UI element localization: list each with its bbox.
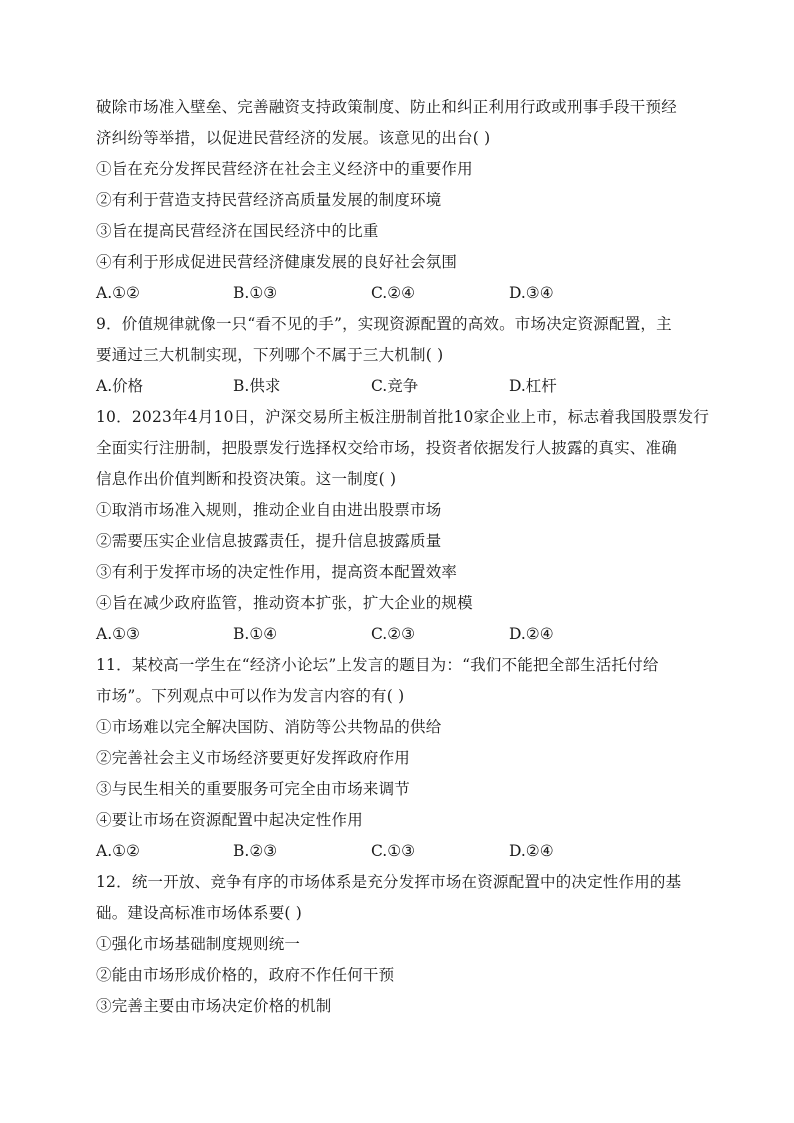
option-b: B.供求 xyxy=(233,377,281,395)
statement: ④旨在减少政府监管，推动资本扩张，扩大企业的规模 xyxy=(96,594,473,612)
question-text-line: 全面实行注册制，把股票发行选择权交给市场，投资者依据发行人披露的真实、准确 xyxy=(96,439,677,457)
question-text-line: 10．2023年4月10日，沪深交易所主板注册制首批10家企业上市，标志着我国股票发行 xyxy=(96,408,710,426)
document-page xyxy=(96,92,716,1022)
statement: ①市场难以完全解决国防、消防等公共物品的供给 xyxy=(96,718,442,736)
option-a: A.价格 xyxy=(96,377,144,395)
option-d: D.②④ xyxy=(509,625,554,643)
statement: ④有利于形成促进民营经济健康发展的良好社会氛围 xyxy=(96,253,458,271)
statement: ③旨在提高民营经济在国民经济中的比重 xyxy=(96,222,379,240)
option-b: B.①④ xyxy=(233,625,278,643)
question-text-line: 破除市场准入壁垒、完善融资支持政策制度、防止和纠正利用行政或刑事手段干预经 xyxy=(96,98,677,116)
question-text-line: 9．价值规律就像一只“看不见的手”，实现资源配置的高效。市场决定资源配置，主 xyxy=(96,315,672,333)
option-d: D.②④ xyxy=(509,842,554,860)
question-text-line: 济纠纷等举措，以促进民营经济的发展。该意见的出台( ) xyxy=(96,129,491,147)
option-d: D.③④ xyxy=(509,284,554,302)
question-11 xyxy=(96,650,716,867)
option-a: A.①② xyxy=(96,842,140,860)
statement: ②能由市场形成价格的，政府不作任何干预 xyxy=(96,966,395,984)
question-9 xyxy=(96,309,716,402)
answer-options xyxy=(96,836,716,867)
statement: ④要让市场在资源配置中起决定性作用 xyxy=(96,811,363,829)
statement: ①取消市场准入规则，推动企业自由进出股票市场 xyxy=(96,501,442,519)
statement: ②有利于营造支持民营经济高质量发展的制度环境 xyxy=(96,191,442,209)
question-text-line: 要通过三大机制实现，下列哪个不属于三大机制( ) xyxy=(96,346,444,364)
question-text-line: 11．某校高一学生在“经济小论坛”上发言的题目为：“我们不能把全部生活托付给 xyxy=(96,656,659,674)
answer-options xyxy=(96,371,716,402)
statement: ③与民生相关的重要服务可完全由市场来调节 xyxy=(96,780,411,798)
statement: ②完善社会主义市场经济要更好发挥政府作用 xyxy=(96,749,411,767)
question-text-line: 础。建设高标准市场体系要( ) xyxy=(96,904,303,922)
option-d: D.杠杆 xyxy=(509,377,557,395)
statement: ②需要压实企业信息披露责任，提升信息披露质量 xyxy=(96,532,442,550)
question-8 xyxy=(96,92,716,309)
statement: ③有利于发挥市场的决定性作用，提高资本配置效率 xyxy=(96,563,458,581)
answer-options xyxy=(96,619,716,650)
question-text-line: 信息作出价值判断和投资决策。这一制度( ) xyxy=(96,470,397,488)
statement: ①旨在充分发挥民营经济在社会主义经济中的重要作用 xyxy=(96,160,473,178)
question-12 xyxy=(96,867,716,1022)
option-a: A.①② xyxy=(96,284,140,302)
question-text-line: 市场”。下列观点中可以作为发言内容的有( ) xyxy=(96,687,405,705)
question-text-line: 12．统一开放、竞争有序的市场体系是充分发挥市场在资源配置中的决定性作用的基 xyxy=(96,873,682,891)
option-c: C.竞争 xyxy=(371,377,419,395)
question-10 xyxy=(96,402,716,650)
option-c: C.②④ xyxy=(371,284,416,302)
option-c: C.②③ xyxy=(371,625,416,643)
statement: ③完善主要由市场决定价格的机制 xyxy=(96,997,332,1015)
option-b: B.②③ xyxy=(233,842,278,860)
option-b: B.①③ xyxy=(233,284,278,302)
option-a: A.①③ xyxy=(96,625,140,643)
option-c: C.①③ xyxy=(371,842,416,860)
answer-options xyxy=(96,278,716,309)
statement: ①强化市场基础制度规则统一 xyxy=(96,935,301,953)
